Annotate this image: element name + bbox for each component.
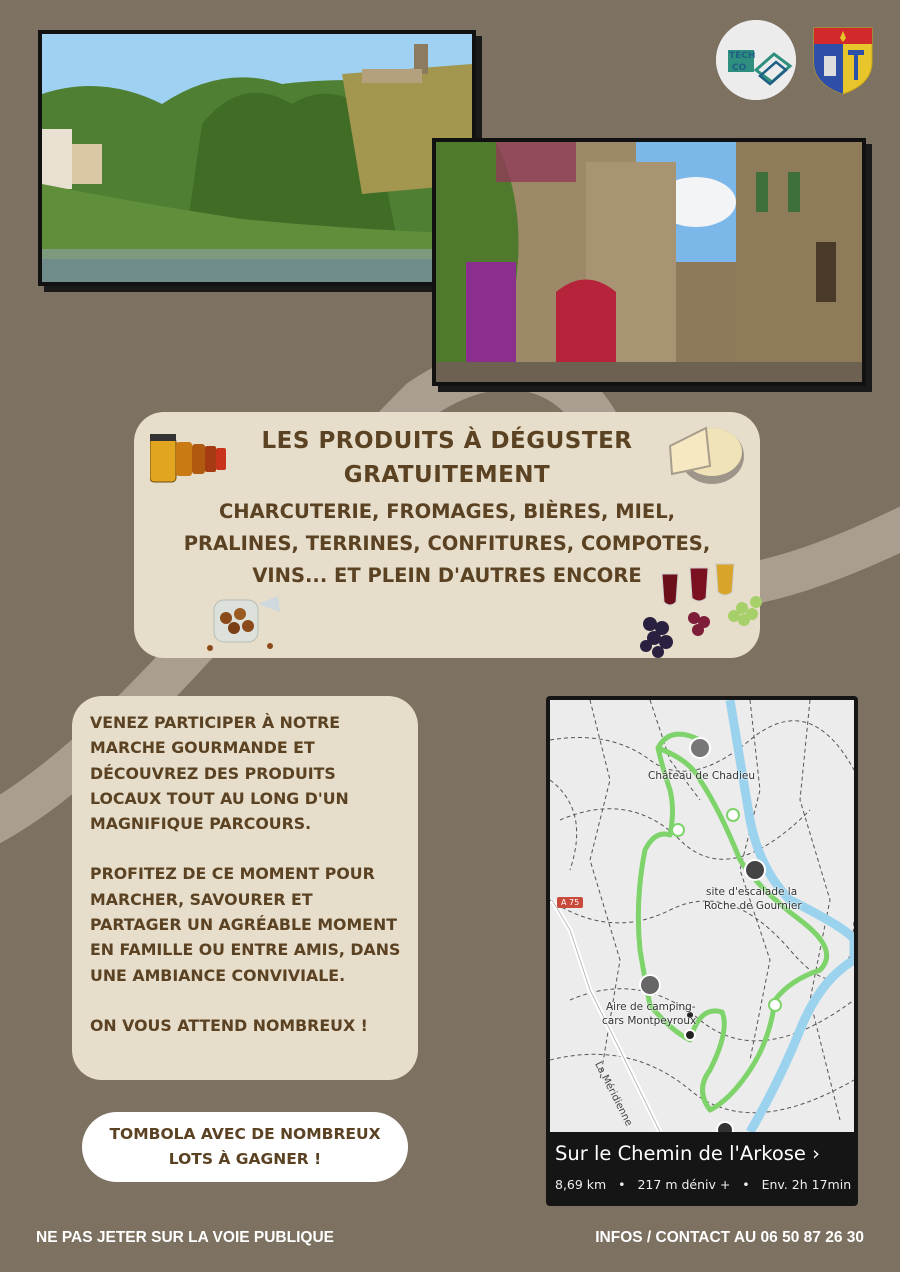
village-street-photo <box>432 138 866 386</box>
invitation-text <box>90 710 408 1063</box>
river-landscape-photo <box>38 30 476 286</box>
products-title-line-1: LES PRODUITS À DÉGUSTER <box>261 428 633 454</box>
map-label-camping-line-2: cars Montpeyroux <box>602 1015 697 1027</box>
footer-contact-info: INFOS / CONTACT AU 06 50 87 26 30 <box>595 1229 864 1246</box>
route-distance: 8,69 km <box>555 1177 607 1192</box>
honey-jars-image <box>150 432 232 488</box>
tech-de-co-logo <box>716 20 796 100</box>
invitation-paragraph: ON VOUS ATTEND NOMBREUX ! <box>90 1015 368 1035</box>
map-label-camping-line-1: Aire de camping- <box>606 1001 696 1013</box>
town-coat-of-arms-logo <box>812 26 874 96</box>
road-sign-a75: A 75 <box>557 897 583 908</box>
products-title-line-2: GRATUITEMENT <box>343 462 551 488</box>
road-label-meridienne: La Méridienne <box>592 1060 635 1128</box>
stats-separator: • <box>734 1177 758 1192</box>
products-list-line: VINS... ET PLEIN D'AUTRES ENCORE <box>252 564 642 587</box>
map-label-chateau: Château de Chadieu <box>648 770 756 782</box>
tasting-products-card <box>134 412 760 658</box>
products-list-line: CHARCUTERIE, FROMAGES, BIÈRES, MIEL, <box>218 500 676 523</box>
tombola-text: TOMBOLA AVEC DE NOMBREUX LOTS À GAGNER ! <box>109 1125 381 1168</box>
products-list-line: PRALINES, TERRINES, CONFITURES, COMPOTES, <box>183 532 711 555</box>
footer-disposal-notice: NE PAS JETER SUR LA VOIE PUBLIQUE <box>36 1229 334 1246</box>
route-duration: Env. 2h 17min <box>761 1177 852 1192</box>
stats-separator: • <box>610 1177 634 1192</box>
pralines-jar-image <box>200 590 286 654</box>
route-stats <box>555 1177 851 1192</box>
route-map-card[interactable] <box>546 696 858 1206</box>
route-title-link[interactable]: Sur le Chemin de l'Arkose › <box>555 1142 820 1165</box>
walk-invitation-card <box>72 696 418 1080</box>
svg-text:CO: CO <box>732 63 747 73</box>
cheese-wheel-image <box>666 416 746 488</box>
invitation-paragraph: VENEZ PARTICIPER À NOTRE MARCHE GOURMANDE ET DÉCOUVREZ DES PRODUITS LOCAUX TOUT AU LONG D'UN MAGNIFIQUE PARCOURS. <box>90 713 349 834</box>
map-label-escalade-line-2: Roche de Gournier <box>704 900 802 912</box>
map-label-escalade-line-1: site d'escalade la <box>706 886 798 898</box>
svg-text:TECH: TECH <box>729 51 756 61</box>
route-map[interactable] <box>550 700 854 1132</box>
invitation-paragraph: PROFITEZ DE CE MOMENT POUR MARCHER, SAVOURER ET PARTAGER UN AGRÉABLE MOMENT EN FAMILLE OU ENTRE AMIS, DANS UNE AMBIANCE CONVIVIALE. <box>90 864 401 985</box>
tombola-banner <box>82 1112 408 1182</box>
route-elevation: 217 m déniv + <box>637 1177 731 1192</box>
wine-and-grapes-image <box>638 562 768 658</box>
